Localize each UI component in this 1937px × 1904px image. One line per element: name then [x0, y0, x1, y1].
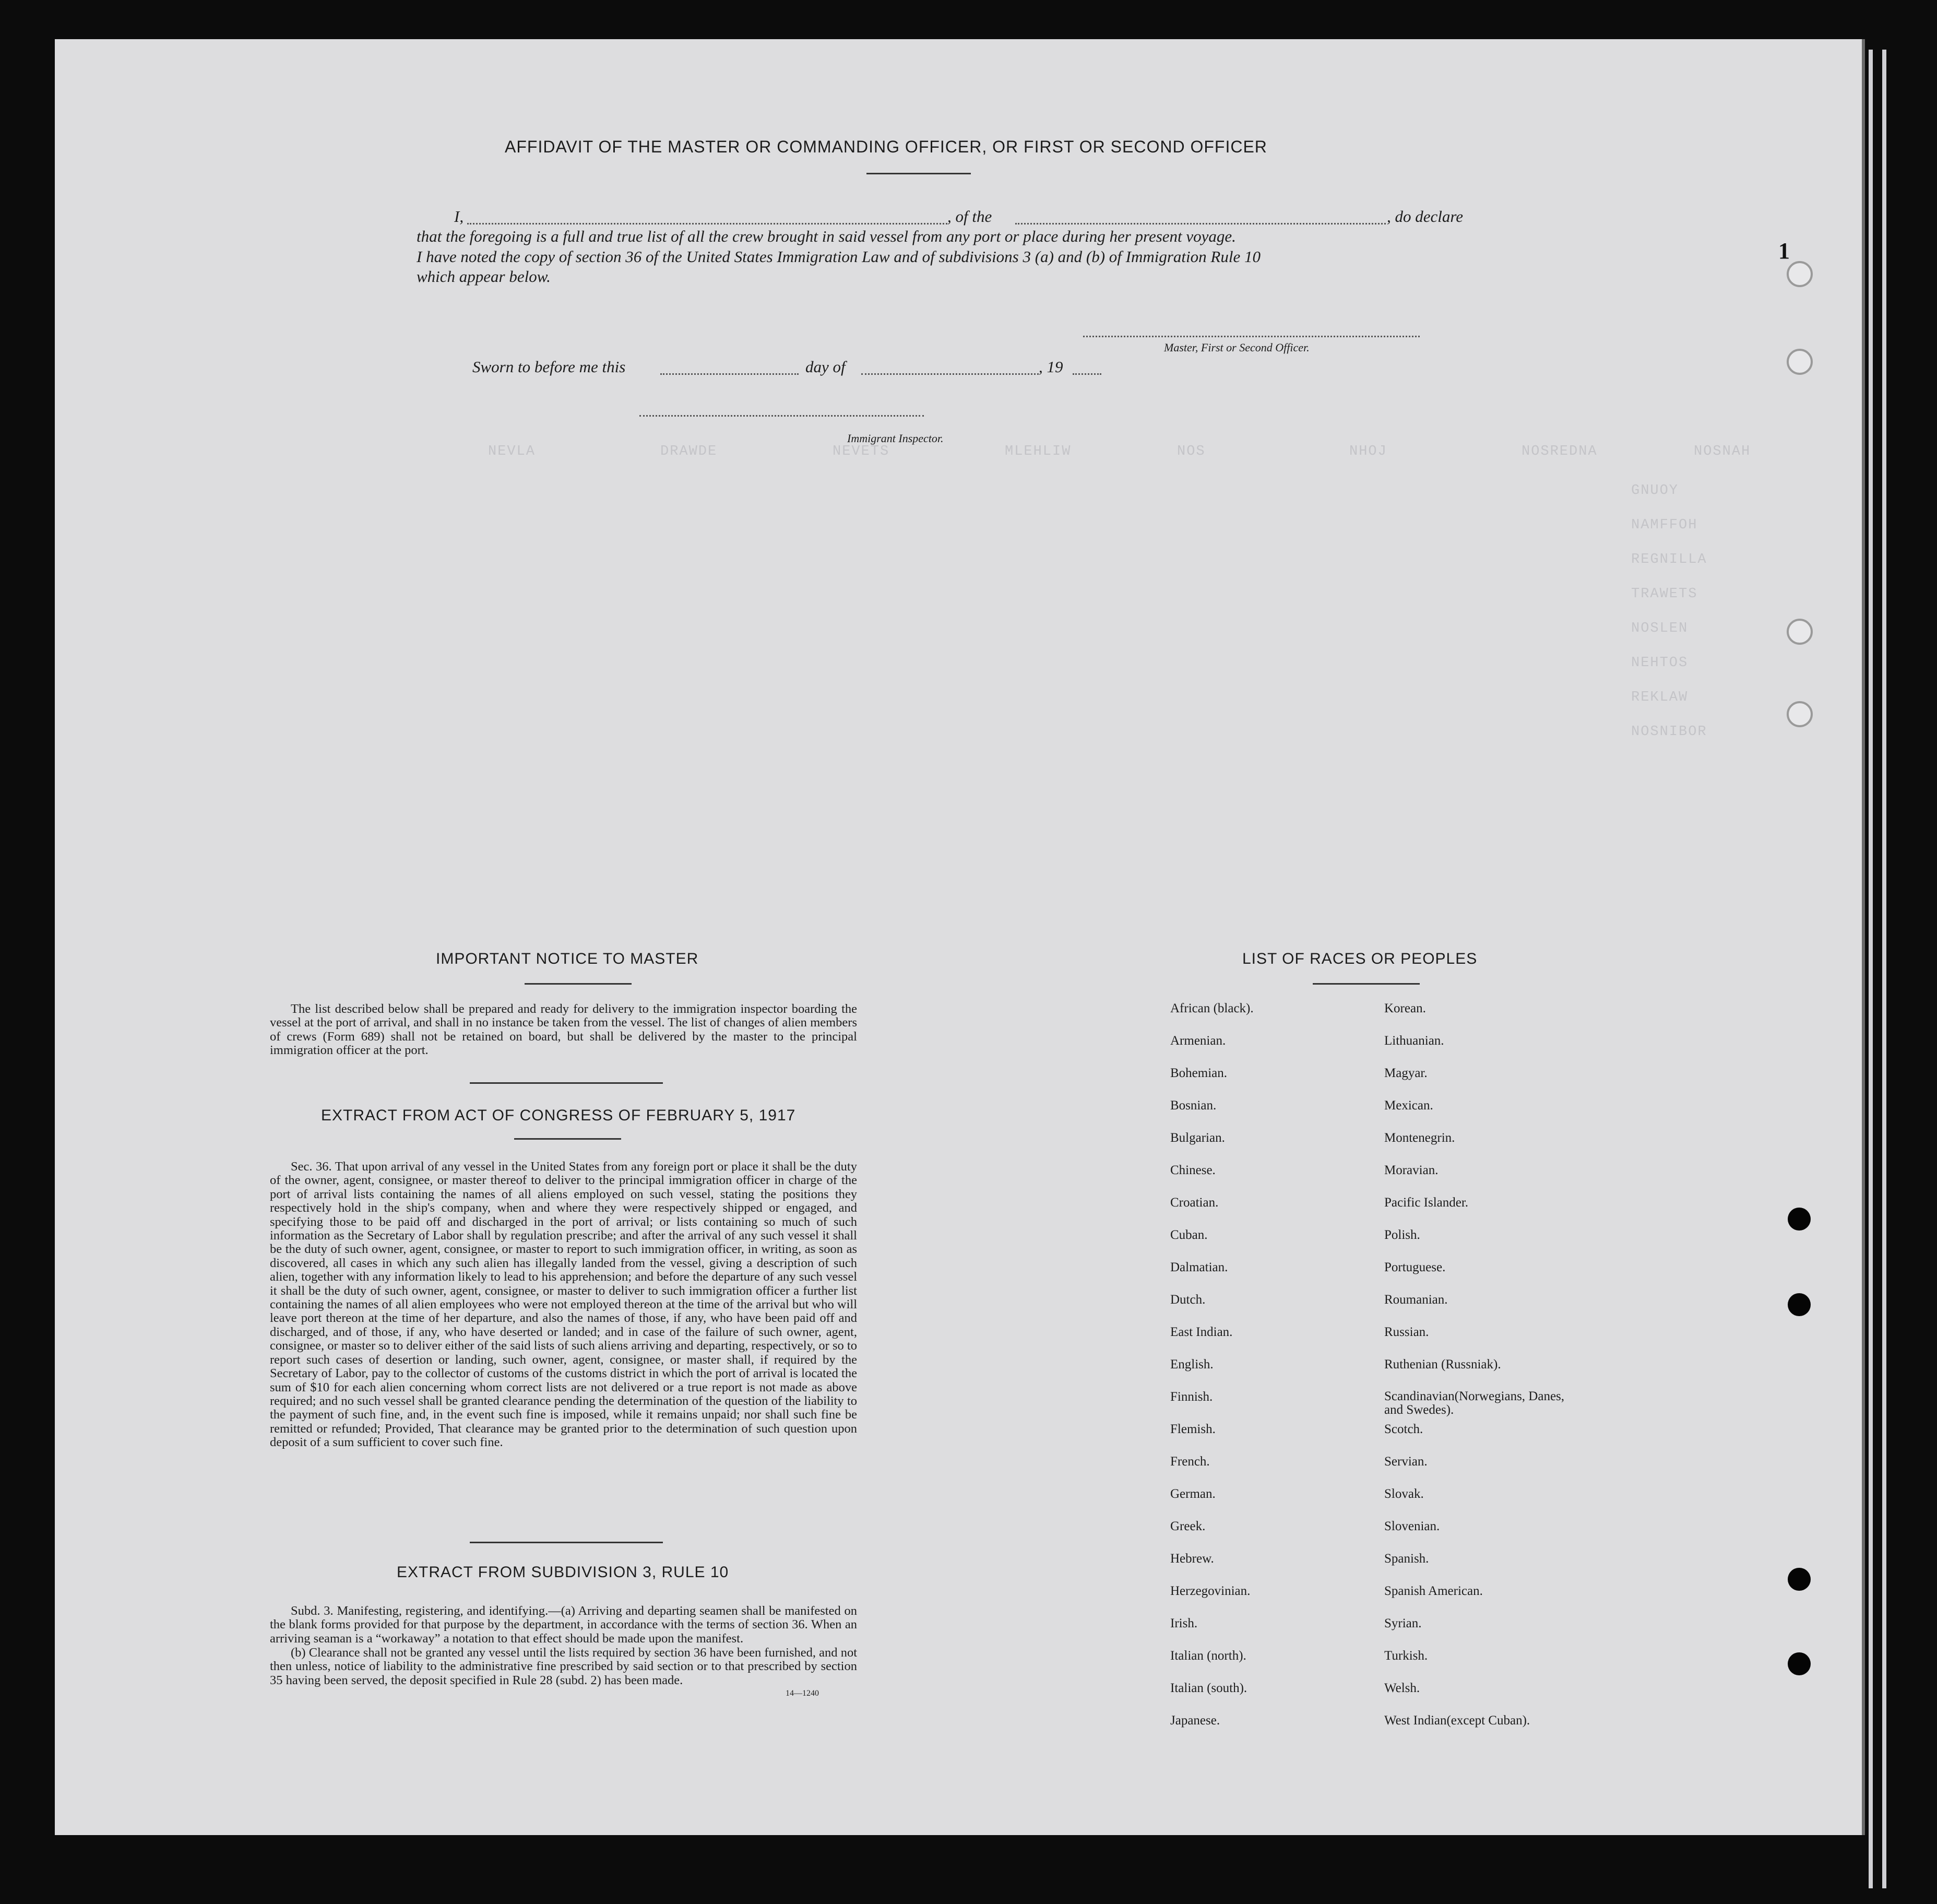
bleed-row-text: NAMFFOH	[1631, 517, 1698, 533]
races-title: LIST OF RACES OR PEOPLES	[1242, 950, 1478, 967]
bleed-header-text: NOSREDNA	[1522, 444, 1598, 459]
binder-hole	[1787, 261, 1813, 287]
sworn-year-blank[interactable]	[1073, 373, 1101, 375]
race-item: Italian (south).	[1170, 1681, 1247, 1695]
act-extract-body: Sec. 36. That upon arrival of any vessel in the United States from any foreign port or place it shall be the duty of the owner, agent, consignee, or master thereof to deliver to the principal immigration officer in charge of the port of arrival lists containing the names of all aliens employed on such vessel, stating the positions they respectively hold in the ship's company, when and where they were respectively shipped or engaged, and specifying those to be paid off and discharged in the port of arrival; or lists containing so much of such information as the Secretary of Labor shall by regulation prescribe; and after the arrival of any such vessel it shall be the duty of such owner, agent, consignee, or master to report to such immigration officer, in writing, as soon as discovered, all cases in which any such alien has illegally landed from the vessel, giving a description of such alien, together with any information likely to lead to his apprehension; and before the departure of any such vessel it shall be the duty of such owner, agent, consignee, or master to deliver to such immigration officer a further list containing the names of all alien employees who were not employed thereon at the time of the arrival but who will leave port thereon at the time of her departure, and also the names of those, if any, who have been paid off and discharged, and of those, if any, who have deserted or landed; and in case of the failure of such owner, agent, consignee, or master so to deliver either of the said lists of such aliens arriving and departing, respectively, or so to report such cases of desertion or landing, such owner, agent, consignee, or master shall, if required by the Secretary of Labor, pay to the collector of customs of the customs district in which the port of arrival is located the sum of $10 for each alien concerning whom correct lists are not delivered or a true report is not made as above required; and no such vessel shall be granted clearance pending the determination of the question of the liability to the payment of such fine, and, in the event such fine is imposed, while it remains unpaid; nor shall such fine be remitted or refunded; Provided, That clearance may be granted prior to the determination of such question upon deposit of a sum sufficient to cover such fine.	[270, 1160, 857, 1450]
master-signature-line[interactable]	[1083, 336, 1420, 337]
binder-hole	[1787, 701, 1813, 727]
race-item: Moravian.	[1384, 1163, 1439, 1177]
bleed-row-text: NEHTOS	[1631, 655, 1689, 671]
race-item: Bulgarian.	[1170, 1131, 1225, 1145]
race-item: Greek.	[1170, 1519, 1206, 1533]
race-item: Spanish.	[1384, 1552, 1429, 1566]
bleed-header-text: MLEHLIW	[1005, 444, 1072, 459]
inspector-signature-line[interactable]	[639, 415, 924, 417]
race-item: Finnish.	[1170, 1390, 1213, 1404]
race-item: Flemish.	[1170, 1422, 1216, 1436]
bleed-row-text: REGNILLA	[1631, 552, 1707, 567]
bleed-header-text: NHOJ	[1349, 444, 1387, 459]
notice-rule	[525, 983, 632, 985]
race-item: German.	[1170, 1487, 1216, 1501]
affidavit-line-3: I have noted the copy of section 36 of the United States Immigration Law and of subdivisions 3 (a) and (b) of Immigration Rule 10	[417, 247, 1261, 266]
race-item: Russian.	[1384, 1325, 1429, 1339]
bleed-header-text: NEVLA	[488, 444, 536, 459]
manifest-page	[55, 39, 1865, 1835]
race-item: African (black).	[1170, 1001, 1254, 1015]
race-item: Scandinavian(Norwegians, Danes, and Swedes).	[1384, 1389, 1565, 1417]
race-item: Slovenian.	[1384, 1519, 1440, 1533]
binder-hole	[1788, 1293, 1811, 1316]
affidavit-of-the: , of the	[947, 207, 992, 226]
underlying-sheet-edge	[1882, 50, 1886, 1888]
race-item: Chinese.	[1170, 1163, 1216, 1177]
notice-title: IMPORTANT NOTICE TO MASTER	[436, 950, 699, 967]
race-item: Servian.	[1384, 1454, 1428, 1469]
act-extract-rule	[514, 1138, 621, 1140]
race-item: Spanish American.	[1384, 1584, 1483, 1598]
affidavit-line-2: that the foregoing is a full and true list of all the crew brought in said vessel from any port or place during her present voyage.	[417, 227, 1236, 245]
races-rule	[1313, 983, 1420, 985]
race-item: East Indian.	[1170, 1325, 1233, 1339]
race-item: Pacific Islander.	[1384, 1196, 1469, 1210]
year-text: , 19	[1039, 358, 1063, 376]
bleed-header-text: NEVETS	[833, 444, 890, 459]
inspector-label: Immigrant Inspector.	[847, 432, 944, 445]
race-item: Portuguese.	[1384, 1260, 1446, 1274]
binder-hole	[1788, 1568, 1811, 1591]
race-item: Scotch.	[1384, 1422, 1423, 1436]
race-item: Polish.	[1384, 1228, 1420, 1242]
race-item: Armenian.	[1170, 1034, 1226, 1048]
title-rule	[866, 173, 971, 174]
day-of-text: day of	[805, 358, 846, 376]
master-label: Master, First or Second Officer.	[1164, 341, 1310, 354]
race-item: Cuban.	[1170, 1228, 1208, 1242]
sworn-day-blank[interactable]	[660, 373, 799, 375]
bleed-row-text: REKLAW	[1631, 690, 1689, 705]
race-item: Herzegovinian.	[1170, 1584, 1251, 1598]
race-item: Magyar.	[1384, 1066, 1428, 1080]
race-item: Italian (north).	[1170, 1649, 1246, 1663]
race-item: Montenegrin.	[1384, 1131, 1455, 1145]
race-item: Croatian.	[1170, 1196, 1219, 1210]
bleed-row-text: NOSNIBOR	[1631, 724, 1707, 740]
race-item: Turkish.	[1384, 1649, 1428, 1663]
bleed-row-text: GNUOY	[1631, 483, 1679, 499]
notice-body: The list described below shall be prepared and ready for delivery to the immigration inspector boarding the vessel at the port of arrival, and shall in no instance be taken from the vessel. The list of changes of alien members of crews (Form 689) shall not be retained on board, but shall be delivered by the master to the principal immigration officer at the port.	[270, 1002, 857, 1058]
rule-extract-body-b: (b) Clearance shall not be granted any vessel until the lists required by section 36 have been furnished, and not then unless, notice of liability to the administrative fine prescribed by said section or to that prescribed by section 35 having been served, the deposit specified in Rule 28 (subd. 2) has been made.	[270, 1646, 857, 1687]
race-item: Irish.	[1170, 1616, 1198, 1630]
notice-divider	[470, 1082, 663, 1084]
affidavit-do-declare: , do declare	[1387, 207, 1464, 226]
race-item: Slovak.	[1384, 1487, 1424, 1501]
race-item: Korean.	[1384, 1001, 1426, 1015]
name-blank[interactable]	[467, 223, 947, 224]
affidavit-title: AFFIDAVIT OF THE MASTER OR COMMANDING OFFICER, OR FIRST OR SECOND OFFICER	[505, 137, 1267, 156]
bleed-row-text: TRAWETS	[1631, 586, 1698, 602]
affidavit-i: I,	[454, 207, 464, 226]
race-item: Lithuanian.	[1384, 1034, 1444, 1048]
race-item: Hebrew.	[1170, 1552, 1214, 1566]
bleed-header-text: NOSNAH	[1694, 444, 1751, 459]
race-item: Dutch.	[1170, 1293, 1206, 1307]
race-item: West Indian(except Cuban).	[1384, 1713, 1530, 1728]
binder-hole	[1788, 1208, 1811, 1231]
binder-hole	[1787, 619, 1813, 645]
underlying-sheet-edge	[1869, 50, 1873, 1888]
race-item: Bosnian.	[1170, 1098, 1217, 1113]
race-item: Bohemian.	[1170, 1066, 1228, 1080]
race-item: Dalmatian.	[1170, 1260, 1228, 1274]
sworn-text: Sworn to before me this	[472, 358, 626, 376]
rule-extract-title: EXTRACT FROM SUBDIVISION 3, RULE 10	[397, 1564, 729, 1581]
binder-hole	[1788, 1652, 1811, 1675]
bleed-header-text: DRAWDE	[660, 444, 718, 459]
vessel-blank[interactable]	[1015, 223, 1386, 224]
sworn-month-blank[interactable]	[861, 373, 1039, 375]
race-item: Roumanian.	[1384, 1293, 1448, 1307]
race-item: Mexican.	[1384, 1098, 1433, 1113]
rule-extract-body-a: Subd. 3. Manifesting, registering, and identifying.—(a) Arriving and departing seamen shall be manifested on the blank forms provided for that purpose by the department, in accordance with the terms of section 36. When an arriving seaman is a “workaway” a notation to that effect should be made upon the manifest.	[270, 1604, 857, 1646]
affidavit-line-4: which appear below.	[417, 267, 551, 286]
bleed-header-text: NOS	[1177, 444, 1206, 459]
race-item: Japanese.	[1170, 1713, 1220, 1728]
page-number: 1	[1778, 238, 1790, 264]
race-item: Ruthenian (Russniak).	[1384, 1357, 1501, 1371]
act-extract-title: EXTRACT FROM ACT OF CONGRESS OF FEBRUARY 5, 1917	[321, 1107, 796, 1124]
bleed-row-text: NOSLEN	[1631, 621, 1689, 636]
race-item: French.	[1170, 1454, 1210, 1469]
binder-hole	[1787, 349, 1813, 375]
race-item: English.	[1170, 1357, 1214, 1371]
race-item: Welsh.	[1384, 1681, 1420, 1695]
form-number: 14—1240	[786, 1689, 819, 1698]
race-item: Syrian.	[1384, 1616, 1422, 1630]
act-divider	[470, 1542, 663, 1543]
